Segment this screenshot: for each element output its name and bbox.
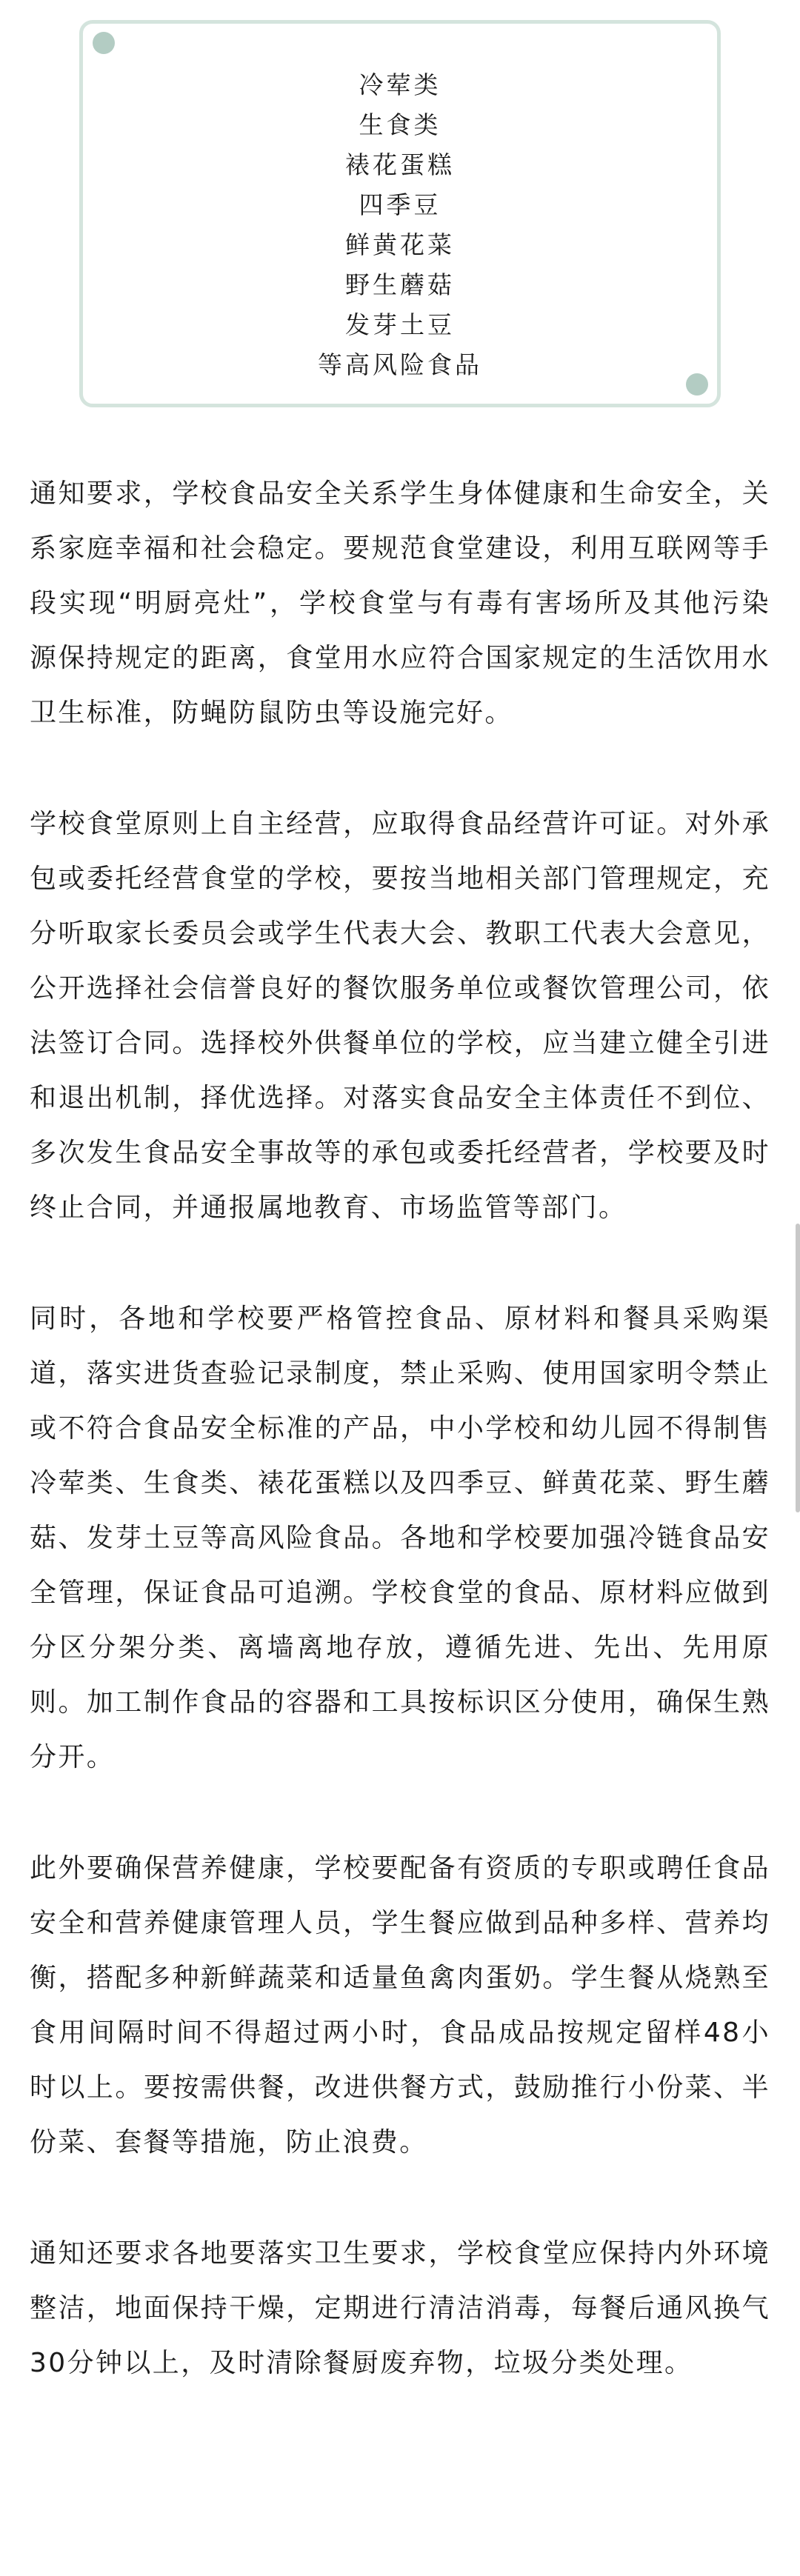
list-item: 等高风险食品 bbox=[318, 350, 482, 379]
article-paragraph: 此外要确保营养健康，学校要配备有资质的专职或聘任食品安全和营养健康管理人员，学生餐应做到品种多样、营养均衡，搭配多种新鲜蔬菜和适量鱼禽肉蛋奶。学生餐从烧熟至食用间隔时间不得超过两小时，食品成品按规定留样48小时以上。要按需供餐，改进供餐方式，鼓励推行小份菜、半份菜、套餐等措施，防止浪费。 bbox=[30, 1853, 770, 2158]
list-item: 野生蘑菇 bbox=[345, 270, 455, 299]
article-body bbox=[30, 467, 770, 2447]
list-item: 冷荤类 bbox=[359, 70, 441, 99]
list-item: 四季豆 bbox=[359, 190, 441, 219]
list-item: 鲜黄花菜 bbox=[345, 230, 455, 259]
list-item: 裱花蛋糕 bbox=[345, 150, 455, 179]
article-paragraph: 学校食堂原则上自主经营，应取得食品经营许可证。对外承包或委托经营食堂的学校，要按当地相关部门管理规定，充分听取家长委员会或学生代表大会、教职工代表大会意见，公开选择社会信誉良好的餐饮服务单位或餐饮管理公司，依法签订合同。选择校外供餐单位的学校，应当建立健全引进和退出机制，择优选择。对落实食品安全主体责任不到位、多次发生食品安全事故等的承包或委托经营者，学校要及时终止合同，并通报属地教育、市场监管等部门。 bbox=[30, 809, 770, 1223]
scrollbar[interactable] bbox=[796, 1224, 800, 1512]
list-item: 生食类 bbox=[359, 110, 441, 139]
list-item: 发芽土豆 bbox=[345, 310, 455, 339]
high-risk-food-card bbox=[79, 20, 721, 407]
high-risk-food-list bbox=[83, 65, 717, 385]
decorative-dot-top-left bbox=[93, 32, 115, 54]
article-paragraph: 同时，各地和学校要严格管控食品、原材料和餐具采购渠道，落实进货查验记录制度，禁止采购、使用国家明令禁止或不符合食品安全标准的产品，中小学校和幼儿园不得制售冷荤类、生食类、裱花蛋糕以及四季豆、鲜黄花菜、野生蘑菇、发芽土豆等高风险食品。各地和学校要加强冷链食品安全管理，保证食品可追溯。学校食堂的食品、原材料应做到分区分架分类、离墙离地存放，遵循先进、先出、先用原则。加工制作食品的容器和工具按标识区分使用，确保生熟分开。 bbox=[30, 1304, 770, 1772]
article-paragraph: 通知要求，学校食品安全关系学生身体健康和生命安全，关系家庭幸福和社会稳定。要规范食堂建设，利用互联网等手段实现“明厨亮灶”，学校食堂与有毒有害场所及其他污染源保持规定的距离，食堂用水应符合国家规定的生活饮用水卫生标准，防蝇防鼠防虫等设施完好。 bbox=[30, 478, 770, 728]
article-paragraph: 通知还要求各地要落实卫生要求，学校食堂应保持内外环境整洁，地面保持干燥，定期进行清洁消毒，每餐后通风换气30分钟以上，及时清除餐厨废弃物，垃圾分类处理。 bbox=[30, 2238, 770, 2378]
